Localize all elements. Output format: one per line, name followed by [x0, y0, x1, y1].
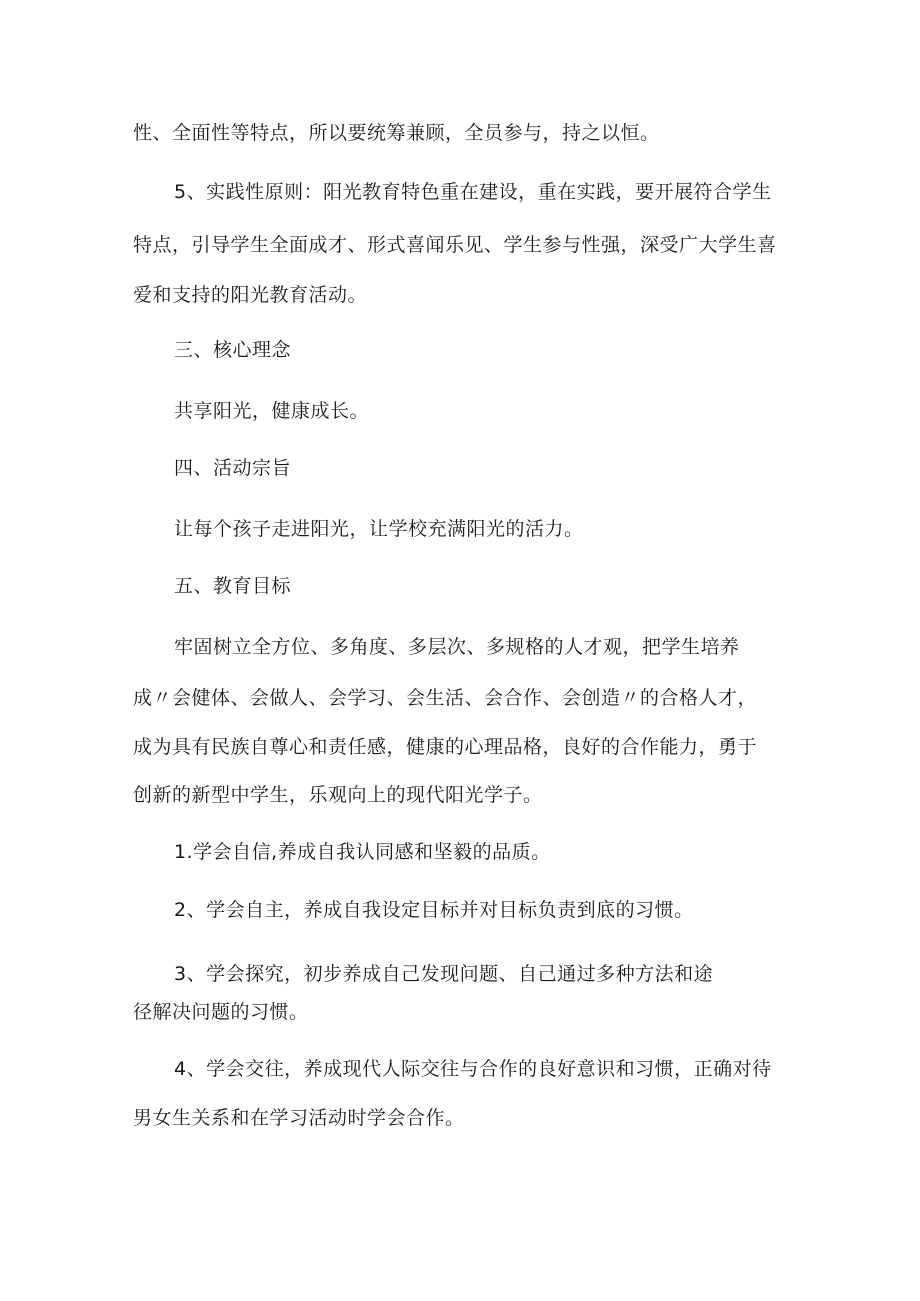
- text-line: 让每个孩子走进阳光，让学校充满阳光的活力。: [174, 518, 584, 540]
- text-line: 共享阳光，健康成长。: [174, 400, 370, 422]
- list-item-continuation: 径解决问题的习惯。: [133, 1001, 309, 1023]
- list-item: 2、学会自主，养成自我设定目标并对目标负责到底的习惯。: [174, 899, 694, 921]
- list-item: 4、学会交往，养成现代人际交往与合作的良好意识和习惯，正确对待: [174, 1058, 772, 1080]
- section-heading: 四、活动宗旨: [174, 457, 292, 479]
- text-line: 5、实践性原则：阳光教育特色重在建设，重在实践，要开展符合学生: [174, 181, 772, 203]
- text-line: 成〃会健体、会做人、会学习、会生活、会合作、会创造〃的合格人才，: [133, 687, 758, 709]
- list-item: 3、学会探究，初步养成自己发现问题、自己通过多种方法和途: [174, 963, 714, 985]
- text-line: 爱和支持的阳光教育活动。: [133, 284, 368, 306]
- text-line: 特点，引导学生全面成才、形式喜闻乐见、学生参与性强，深受广大学生喜: [133, 234, 777, 256]
- section-heading: 五、教育目标: [174, 575, 292, 597]
- list-item-continuation: 男女生关系和在学习活动时学会合作。: [133, 1107, 465, 1129]
- text-line: 创新的新型中学生，乐观向上的现代阳光学子。: [133, 784, 543, 806]
- text-line: 成为具有民族自尊心和责任感，健康的心理品格，良好的合作能力，勇于: [133, 736, 758, 758]
- list-item: 1.学会自信,养成自我认同感和坚毅的品质。: [174, 841, 551, 863]
- text-line: 性、全面性等特点，所以要统筹兼顾，全员参与，持之以恒。: [133, 122, 660, 144]
- section-heading: 三、核心理念: [174, 339, 292, 361]
- text-line: 牢固树立全方位、多角度、多层次、多规格的人才观，把学生培养: [174, 636, 740, 658]
